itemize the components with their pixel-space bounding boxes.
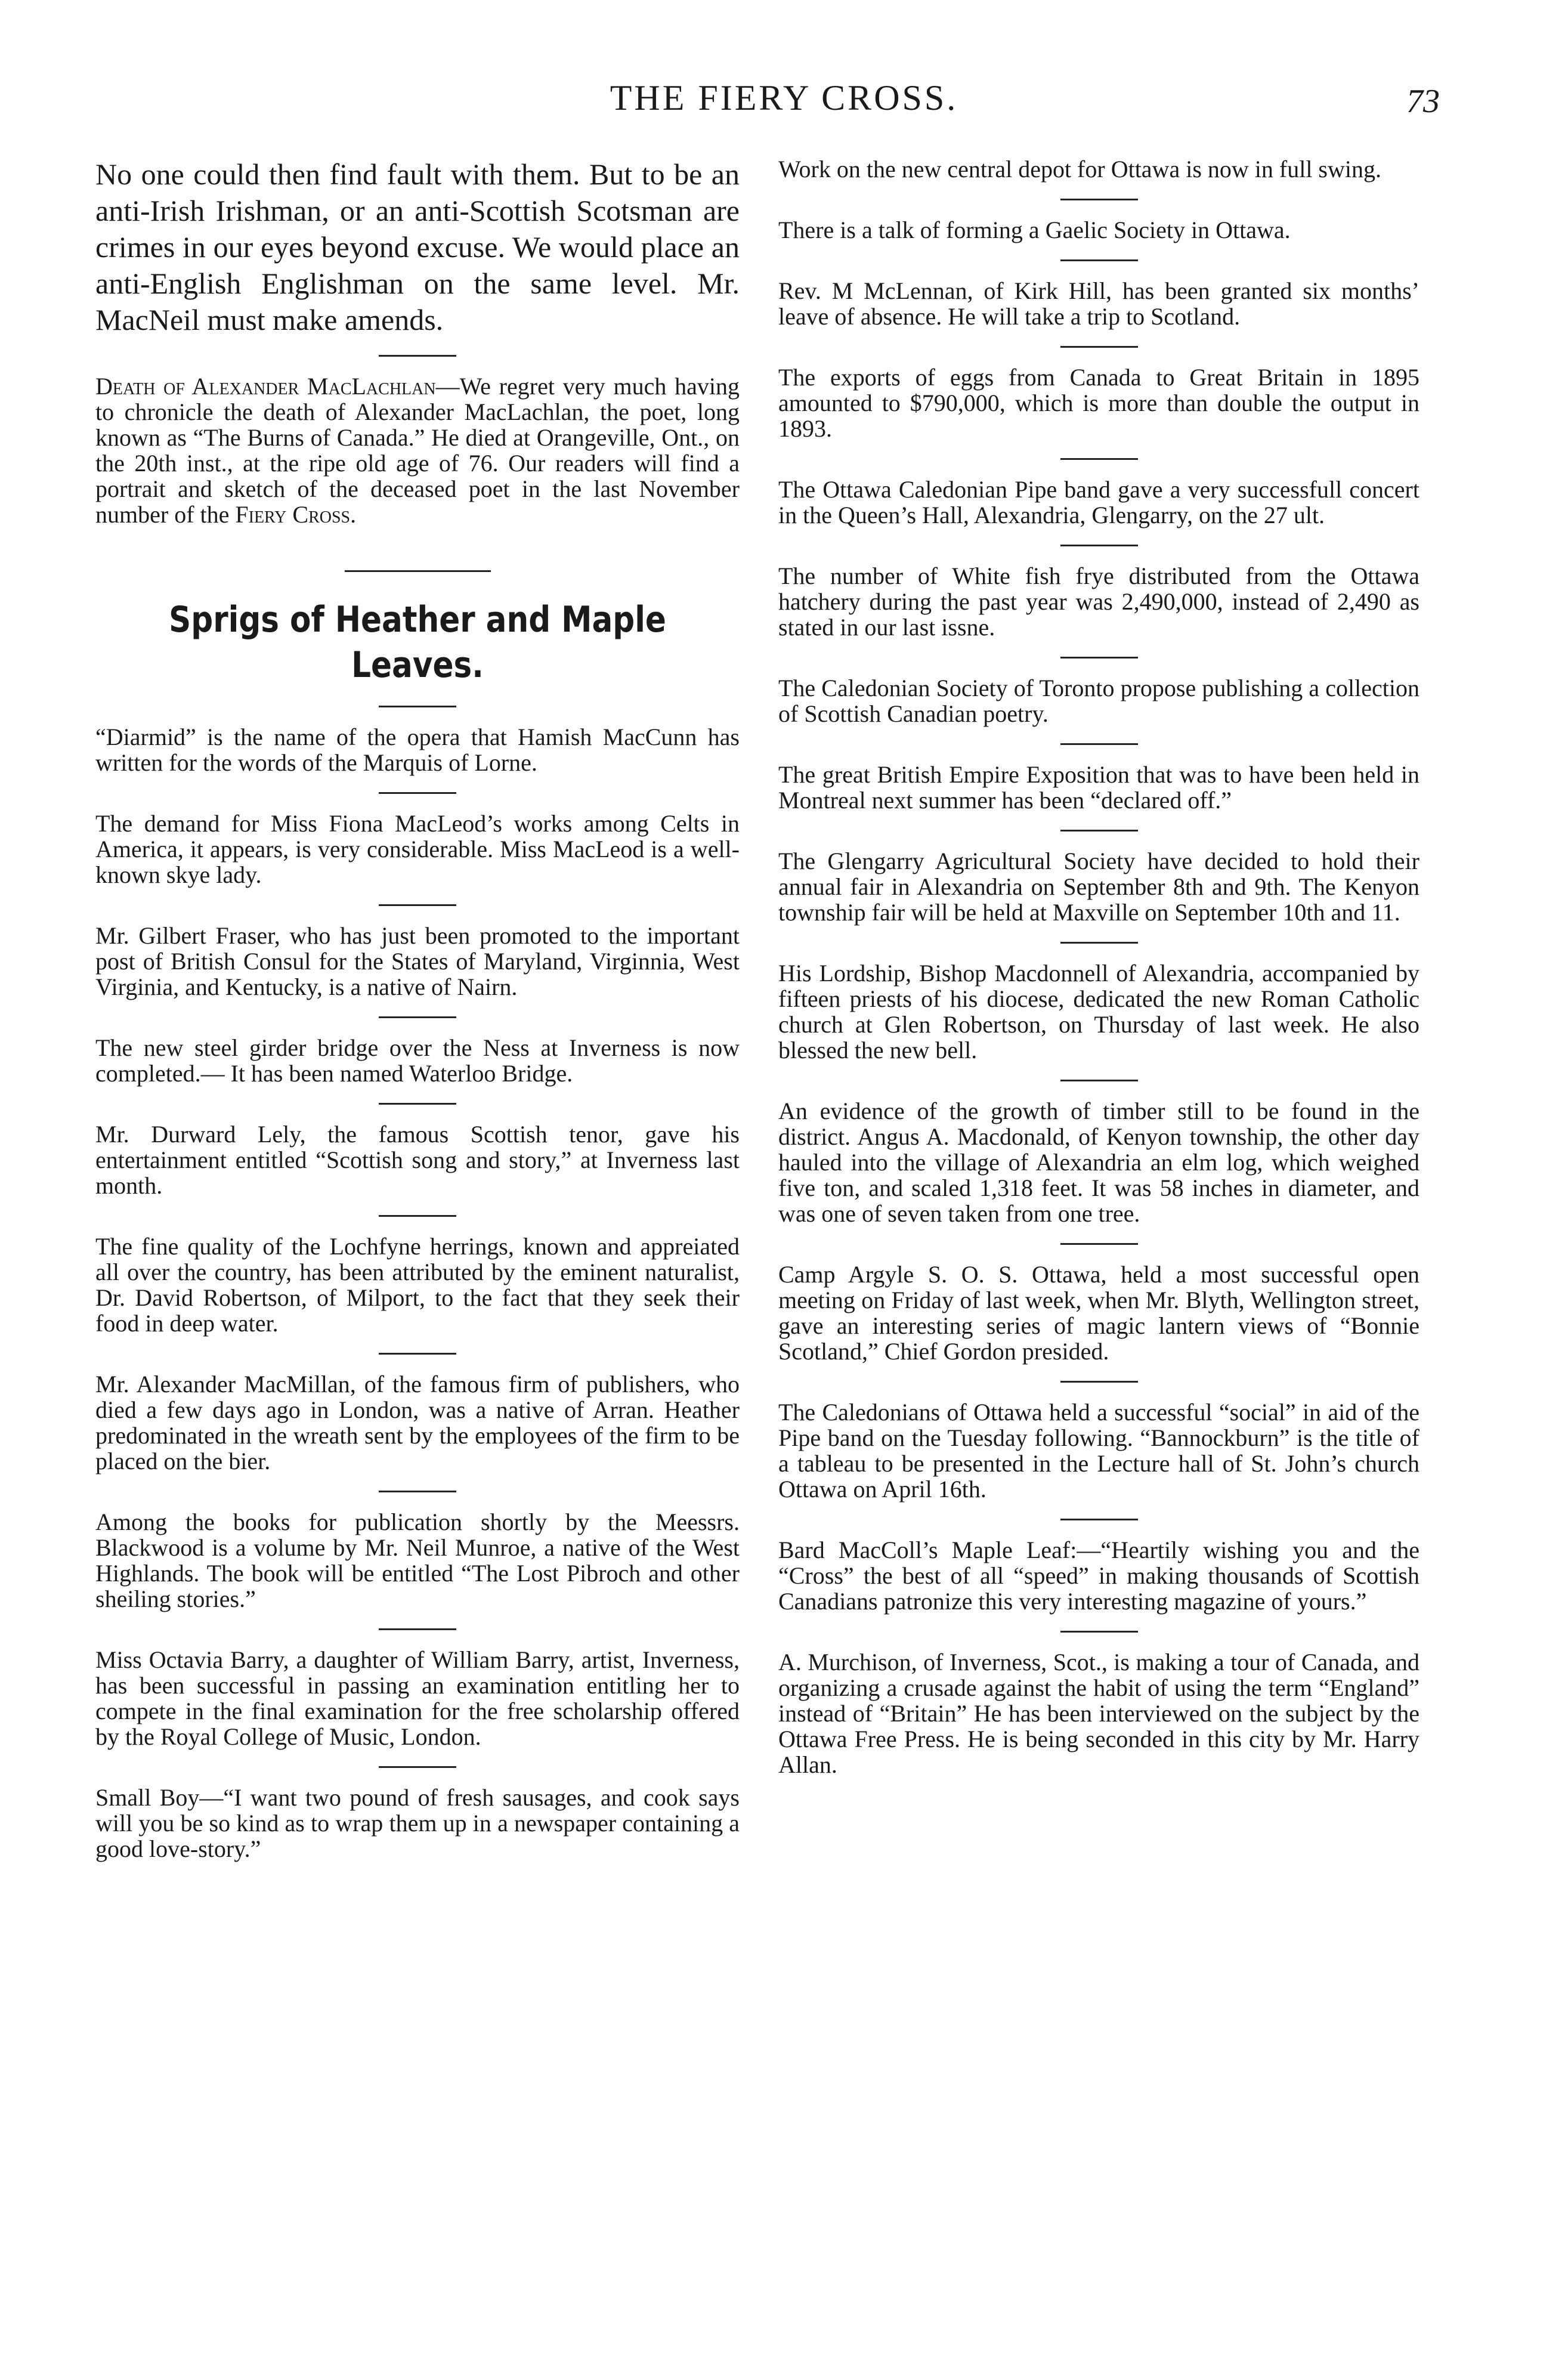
news-item: “Diarmid” is the name of the opera that Hamish MacCunn has written for the words of the Marquis of Lorne. (95, 724, 740, 776)
separator-rule (379, 1628, 456, 1630)
separator-rule (1060, 1519, 1138, 1520)
separator-rule (379, 706, 456, 707)
news-item: Miss Octavia Barry, a daughter of William Barry, artist, Inverness, has been successful in passing an examination entitling her to compete in the final examination for the free scholarship offered by the Royal College of Music, London. (95, 1646, 740, 1750)
separator-rule (379, 1215, 456, 1217)
left-column (95, 156, 740, 1862)
news-item: Mr. Gilbert Fraser, who has just been promoted to the important post of British Consul for the States of Maryland, Virginnia, West Virginia, and Kentucky, is a native of Nairn. (95, 922, 740, 1000)
separator-rule (379, 1491, 456, 1492)
news-item: The new steel girder bridge over the Ness at Inverness is now completed.— It has been named Waterloo Bridge. (95, 1034, 740, 1087)
news-item: Camp Argyle S. O. S. Ottawa, held a most successful open meeting on Friday of last week, when Mr. Blyth, Wellington street, gave an interesting series of magic lantern views of “Bonnie Scotland,” Chief Gordon presided. (778, 1261, 1419, 1365)
separator-rule (1060, 545, 1138, 546)
news-item: The Caledonians of Ottawa held a successful “social” in aid of the Pipe band on the Tuesday following. “Bannockburn” is the title of a tableau to be presented in the Lecture hall of St. John’s church Ottawa on April 16th. (778, 1399, 1419, 1503)
news-item: An evidence of the growth of timber still to be found in the district. Angus A. Macdonald, of Kenyon township, the other day hauled into the village of Alexandria an elm log, which weighed five ton, and scaled 1,318 feet. It was 58 inches in diameter, and was one of seven taken from one tree. (778, 1098, 1419, 1227)
page-number: 73 (1406, 83, 1440, 120)
separator-rule (379, 1103, 456, 1105)
news-item: Bard MacColl’s Maple Leaf:—“Heartily wishing you and the “Cross” the best of all “speed” in making thousands of Scottish Canadians patronize this very interesting magazine of yours.” (778, 1537, 1419, 1615)
separator-rule (1060, 346, 1138, 348)
separator-rule (379, 1353, 456, 1355)
running-title: THE FIERY CROSS. (610, 78, 958, 118)
obituary-heading: Death of Alexander MacLachlan (95, 373, 436, 400)
separator-rule (1060, 942, 1138, 944)
separator-rule (1060, 830, 1138, 831)
section-title: Sprigs of Heather and Maple Leaves. (169, 599, 666, 686)
news-item: His Lordship, Bishop Macdonnell of Alexandria, accompanied by fifteen priests of his diocese, dedicated the new Roman Catholic church at Glen Robertson, on Thursday of last week. He also blessed the new bell. (778, 960, 1419, 1064)
news-item: The Caledonian Society of Toronto propose publishing a collection of Scottish Canadian poetry. (778, 675, 1419, 727)
separator-rule (1060, 458, 1138, 460)
separator-rule (1060, 259, 1138, 261)
page-header (0, 78, 1568, 131)
separator-rule (379, 1766, 456, 1768)
news-item: Rev. M McLennan, of Kirk Hill, has been granted six months’ leave of absence. He will take a trip to Scotland. (778, 277, 1419, 330)
separator-rule (1060, 1631, 1138, 1633)
news-item: Mr. Alexander MacMillan, of the famous firm of publishers, who died a few days ago in London, was a native of Arran. Heather predominated in the wreath sent by the employees of the firm to be placed on the bier. (95, 1371, 740, 1474)
news-item: Mr. Durward Lely, the famous Scottish tenor, gave his entertainment entitled “Scottish song and story,” at Inverness last month. (95, 1121, 740, 1199)
news-item: The number of White fish frye distributed from the Ottawa hatchery during the past year was 2,490,000, instead of 2,490 as stated in our last issne. (778, 562, 1419, 641)
news-item: The fine quality of the Lochfyne herrings, known and appreiated all over the country, has been attributed by the eminent naturalist, Dr. David Robertson, of Milport, to the fact that they seek their food in deep water. (95, 1233, 740, 1337)
news-item: A. Murchison, of Inverness, Scot., is making a tour of Canada, and organizing a crusade against the habit of using the term “England” instead of “Britain” He has been interviewed on the subject by the Ottawa Free Press. He is being seconded in this city by Mr. Harry Allan. (778, 1649, 1419, 1778)
separator-rule (379, 1016, 456, 1018)
separator-rule (1060, 657, 1138, 659)
news-item: The great British Empire Exposition that was to have been held in Montreal next summer has been “declared off.” (778, 761, 1419, 814)
separator-rule (1060, 199, 1138, 200)
right-column (778, 156, 1419, 1777)
news-item: The Ottawa Caledonian Pipe band gave a very successfull concert in the Queen’s Hall, Alexandria, Glengarry, on the 27 ult. (778, 476, 1419, 528)
news-item: Small Boy—“I want two pound of fresh sausages, and cook says will you be so kind as to wrap them up in a newspaper containing a good love-story.” (95, 1784, 740, 1862)
news-item: The exports of eggs from Canada to Great Britain in 1895 amounted to $790,000, which is more than double the output in 1893. (778, 364, 1419, 442)
news-item: Work on the new central depot for Ottawa is now in full swing. (778, 156, 1381, 183)
separator-rule (1060, 1381, 1138, 1383)
obituary-magazine-name: Fiery Cross. (235, 501, 357, 528)
news-item: The demand for Miss Fiona MacLeod’s works among Celts in America, it appears, is very considerable. Miss MacLeod is a well-known skye lady. (95, 810, 740, 888)
separator-rule (1060, 1080, 1138, 1081)
news-item: The Glengarry Agricultural Society have decided to hold their annual fair in Alexandria on September 8th and 9th. The Kenyon township fair will be held at Maxville on September 10th and 11. (778, 848, 1419, 926)
obituary-paragraph (95, 373, 740, 527)
section-divider (345, 570, 491, 572)
separator-rule (1060, 1243, 1138, 1245)
lead-paragraph: No one could then find fault with them. But to be an anti-Irish Irishman, or an anti-Scottish Scotsman are crimes in our eyes beyond excuse. We would place an anti-English Englishman on the same level. Mr. MacNeil must make amends. (95, 157, 740, 336)
separator-rule (379, 355, 456, 357)
obituary-body: —We regret very much having to chronicle the death of Alexander MacLachlan, the poet, long known as “The Burns of Canada.” He died at Orangeville, Ont., on the 20th inst., at the ripe old age of 76. Our readers will find a portrait and sketch of the deceased poet in the last November number of the (95, 373, 740, 528)
separator-rule (1060, 743, 1138, 745)
separator-rule (379, 792, 456, 794)
separator-rule (379, 904, 456, 906)
news-item: Among the books for publication shortly by the Meessrs. Blackwood is a volume by Mr. Neil Munroe, a native of the West Highlands. The book will be entitled “The Lost Pibroch and other sheiling stories.” (95, 1508, 740, 1612)
news-item: There is a talk of forming a Gaelic Society in Ottawa. (778, 217, 1291, 243)
